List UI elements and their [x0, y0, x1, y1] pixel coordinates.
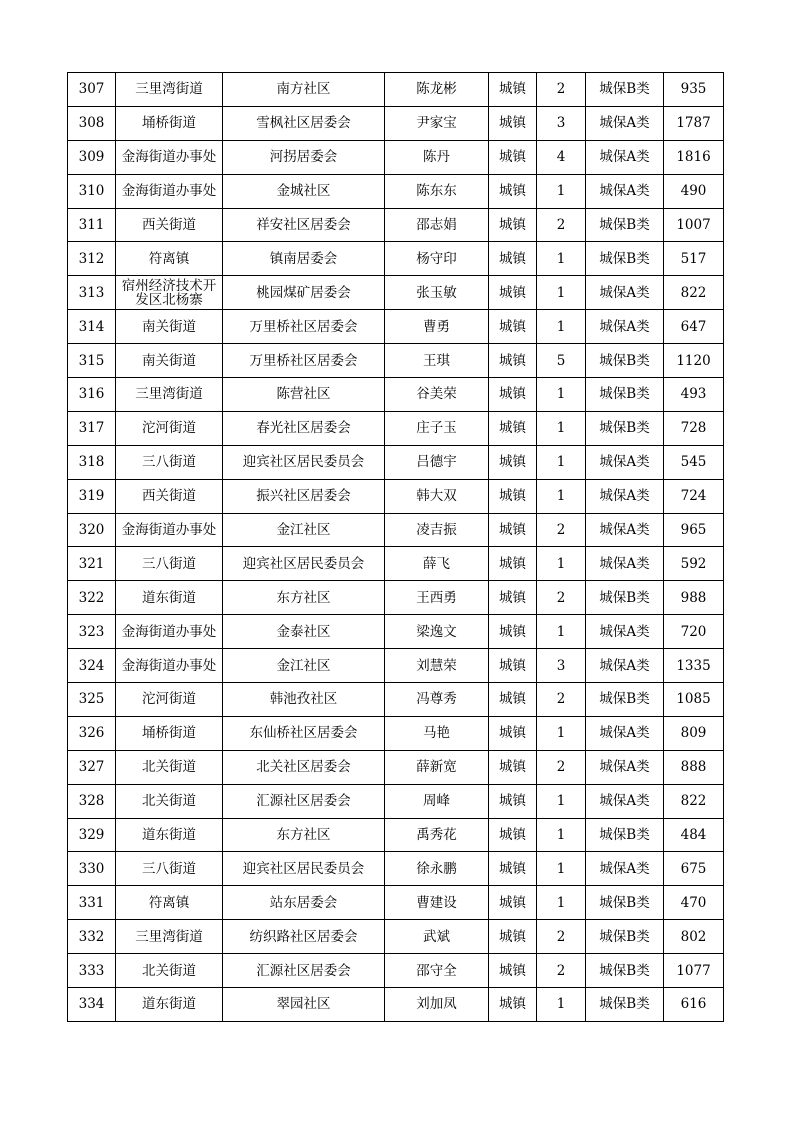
member-count-cell: 1 — [537, 988, 586, 1022]
table-body — [68, 73, 724, 1022]
table-row — [68, 581, 724, 615]
table-row — [68, 818, 724, 852]
street-cell: 道东街道 — [116, 988, 223, 1022]
category-cell: 城保A类 — [586, 106, 664, 140]
member-count-cell: 1 — [537, 174, 586, 208]
community-cell: 河拐居委会 — [223, 140, 385, 174]
category-cell: 城保B类 — [586, 954, 664, 988]
category-cell: 城保A类 — [586, 140, 664, 174]
street-cell: 埇桥街道 — [116, 106, 223, 140]
community-cell: 陈营社区 — [223, 378, 385, 412]
category-cell: 城保B类 — [586, 73, 664, 107]
person-name-cell: 杨守印 — [385, 242, 489, 276]
member-count-cell: 2 — [537, 920, 586, 954]
person-name-cell: 徐永鹏 — [385, 852, 489, 886]
member-count-cell: 1 — [537, 310, 586, 344]
community-cell: 迎宾社区居民委员会 — [223, 852, 385, 886]
community-cell: 雪枫社区居委会 — [223, 106, 385, 140]
street-cell: 符离镇 — [116, 886, 223, 920]
community-cell: 祥安社区居委会 — [223, 208, 385, 242]
community-cell: 镇南居委会 — [223, 242, 385, 276]
amount-cell: 517 — [664, 242, 724, 276]
person-name-cell: 武斌 — [385, 920, 489, 954]
household-type-cell: 城镇 — [489, 547, 537, 581]
community-cell: 金江社区 — [223, 513, 385, 547]
street-cell: 三里湾街道 — [116, 73, 223, 107]
amount-cell: 493 — [664, 378, 724, 412]
community-cell: 纺织路社区居委会 — [223, 920, 385, 954]
community-cell: 东仙桥社区居委会 — [223, 716, 385, 750]
table-row — [68, 513, 724, 547]
amount-cell: 545 — [664, 445, 724, 479]
table-row — [68, 140, 724, 174]
street-cell: 金海街道办事处 — [116, 615, 223, 649]
amount-cell: 484 — [664, 818, 724, 852]
household-type-cell: 城镇 — [489, 920, 537, 954]
household-type-cell: 城镇 — [489, 106, 537, 140]
category-cell: 城保B类 — [586, 581, 664, 615]
row-number-cell: 314 — [68, 310, 116, 344]
street-cell: 金海街道办事处 — [116, 174, 223, 208]
person-name-cell: 凌吉振 — [385, 513, 489, 547]
amount-cell: 1007 — [664, 208, 724, 242]
amount-cell: 675 — [664, 852, 724, 886]
member-count-cell: 3 — [537, 649, 586, 683]
member-count-cell: 1 — [537, 479, 586, 513]
street-cell: 金海街道办事处 — [116, 649, 223, 683]
amount-cell: 724 — [664, 479, 724, 513]
person-name-cell: 刘慧荣 — [385, 649, 489, 683]
community-cell: 振兴社区居委会 — [223, 479, 385, 513]
amount-cell: 592 — [664, 547, 724, 581]
household-type-cell: 城镇 — [489, 140, 537, 174]
household-type-cell: 城镇 — [489, 683, 537, 717]
table-row — [68, 784, 724, 818]
member-count-cell: 1 — [537, 615, 586, 649]
category-cell: 城保B类 — [586, 242, 664, 276]
person-name-cell: 曹建设 — [385, 886, 489, 920]
row-number-cell: 333 — [68, 954, 116, 988]
table-row — [68, 174, 724, 208]
category-cell: 城保A类 — [586, 479, 664, 513]
row-number-cell: 319 — [68, 479, 116, 513]
person-name-cell: 王西勇 — [385, 581, 489, 615]
row-number-cell: 313 — [68, 276, 116, 310]
category-cell: 城保B类 — [586, 920, 664, 954]
amount-cell: 1085 — [664, 683, 724, 717]
row-number-cell: 309 — [68, 140, 116, 174]
table-row — [68, 954, 724, 988]
household-type-cell: 城镇 — [489, 73, 537, 107]
table-row — [68, 615, 724, 649]
row-number-cell: 325 — [68, 683, 116, 717]
member-count-cell: 1 — [537, 242, 586, 276]
member-count-cell: 2 — [537, 750, 586, 784]
table-row — [68, 750, 724, 784]
household-type-cell: 城镇 — [489, 479, 537, 513]
community-cell: 东方社区 — [223, 581, 385, 615]
amount-cell: 720 — [664, 615, 724, 649]
community-cell: 南方社区 — [223, 73, 385, 107]
community-cell: 北关社区居委会 — [223, 750, 385, 784]
household-type-cell: 城镇 — [489, 411, 537, 445]
person-name-cell: 邵守全 — [385, 954, 489, 988]
person-name-cell: 薛新宽 — [385, 750, 489, 784]
household-type-cell: 城镇 — [489, 310, 537, 344]
person-name-cell: 薛飞 — [385, 547, 489, 581]
row-number-cell: 323 — [68, 615, 116, 649]
category-cell: 城保B类 — [586, 208, 664, 242]
table-row — [68, 208, 724, 242]
row-number-cell: 320 — [68, 513, 116, 547]
person-name-cell: 陈丹 — [385, 140, 489, 174]
person-name-cell: 禹秀花 — [385, 818, 489, 852]
community-cell: 东方社区 — [223, 818, 385, 852]
table-row — [68, 276, 724, 310]
member-count-cell: 2 — [537, 208, 586, 242]
amount-cell: 988 — [664, 581, 724, 615]
row-number-cell: 328 — [68, 784, 116, 818]
person-name-cell: 刘加凤 — [385, 988, 489, 1022]
table-row — [68, 886, 724, 920]
household-type-cell: 城镇 — [489, 344, 537, 378]
community-cell: 站东居委会 — [223, 886, 385, 920]
table-row — [68, 445, 724, 479]
household-type-cell: 城镇 — [489, 276, 537, 310]
row-number-cell: 334 — [68, 988, 116, 1022]
category-cell: 城保A类 — [586, 784, 664, 818]
household-type-cell: 城镇 — [489, 378, 537, 412]
row-number-cell: 324 — [68, 649, 116, 683]
amount-cell: 1787 — [664, 106, 724, 140]
community-cell: 金泰社区 — [223, 615, 385, 649]
amount-cell: 490 — [664, 174, 724, 208]
table-row — [68, 378, 724, 412]
street-cell: 三里湾街道 — [116, 378, 223, 412]
table-row — [68, 852, 724, 886]
member-count-cell: 1 — [537, 411, 586, 445]
street-cell: 沱河街道 — [116, 683, 223, 717]
category-cell: 城保A类 — [586, 716, 664, 750]
row-number-cell: 312 — [68, 242, 116, 276]
row-number-cell: 322 — [68, 581, 116, 615]
street-cell: 符离镇 — [116, 242, 223, 276]
street-cell: 北关街道 — [116, 784, 223, 818]
member-count-cell: 2 — [537, 683, 586, 717]
category-cell: 城保A类 — [586, 649, 664, 683]
row-number-cell: 326 — [68, 716, 116, 750]
table-row — [68, 73, 724, 107]
household-type-cell: 城镇 — [489, 208, 537, 242]
person-name-cell: 庄子玉 — [385, 411, 489, 445]
household-type-cell: 城镇 — [489, 716, 537, 750]
member-count-cell: 2 — [537, 954, 586, 988]
street-cell: 沱河街道 — [116, 411, 223, 445]
member-count-cell: 2 — [537, 581, 586, 615]
member-count-cell: 1 — [537, 276, 586, 310]
category-cell: 城保A类 — [586, 174, 664, 208]
street-cell: 三八街道 — [116, 445, 223, 479]
table-row — [68, 649, 724, 683]
row-number-cell: 315 — [68, 344, 116, 378]
member-count-cell: 1 — [537, 547, 586, 581]
member-count-cell: 1 — [537, 886, 586, 920]
community-cell: 迎宾社区居民委员会 — [223, 547, 385, 581]
street-cell: 道东街道 — [116, 818, 223, 852]
community-cell: 金江社区 — [223, 649, 385, 683]
community-cell: 春光社区居委会 — [223, 411, 385, 445]
table-row — [68, 411, 724, 445]
amount-cell: 888 — [664, 750, 724, 784]
street-cell: 三八街道 — [116, 852, 223, 886]
street-cell: 三里湾街道 — [116, 920, 223, 954]
category-cell: 城保A类 — [586, 547, 664, 581]
table-row — [68, 106, 724, 140]
street-cell: 三八街道 — [116, 547, 223, 581]
person-name-cell: 周峰 — [385, 784, 489, 818]
table-row — [68, 547, 724, 581]
row-number-cell: 318 — [68, 445, 116, 479]
row-number-cell: 308 — [68, 106, 116, 140]
person-name-cell: 韩大双 — [385, 479, 489, 513]
amount-cell: 965 — [664, 513, 724, 547]
member-count-cell: 5 — [537, 344, 586, 378]
category-cell: 城保B类 — [586, 378, 664, 412]
member-count-cell: 1 — [537, 378, 586, 412]
person-name-cell: 冯尊秀 — [385, 683, 489, 717]
street-cell: 宿州经济技术开发区北杨寨 — [116, 276, 223, 310]
table-row — [68, 310, 724, 344]
row-number-cell: 329 — [68, 818, 116, 852]
household-type-cell: 城镇 — [489, 581, 537, 615]
household-type-cell: 城镇 — [489, 954, 537, 988]
row-number-cell: 330 — [68, 852, 116, 886]
household-type-cell: 城镇 — [489, 242, 537, 276]
person-name-cell: 吕德宇 — [385, 445, 489, 479]
person-name-cell: 陈东东 — [385, 174, 489, 208]
person-name-cell: 马艳 — [385, 716, 489, 750]
street-cell: 北关街道 — [116, 750, 223, 784]
person-name-cell: 王琪 — [385, 344, 489, 378]
street-cell: 南关街道 — [116, 310, 223, 344]
row-number-cell: 331 — [68, 886, 116, 920]
person-name-cell: 曹勇 — [385, 310, 489, 344]
community-cell: 万里桥社区居委会 — [223, 310, 385, 344]
table-row — [68, 479, 724, 513]
household-type-cell: 城镇 — [489, 886, 537, 920]
street-cell: 西关街道 — [116, 479, 223, 513]
member-count-cell: 2 — [537, 73, 586, 107]
person-name-cell: 梁逸文 — [385, 615, 489, 649]
category-cell: 城保A类 — [586, 513, 664, 547]
household-type-cell: 城镇 — [489, 445, 537, 479]
member-count-cell: 1 — [537, 818, 586, 852]
category-cell: 城保A类 — [586, 750, 664, 784]
category-cell: 城保A类 — [586, 445, 664, 479]
person-name-cell: 谷美荣 — [385, 378, 489, 412]
beneficiary-table — [67, 72, 724, 1022]
household-type-cell: 城镇 — [489, 649, 537, 683]
street-cell: 道东街道 — [116, 581, 223, 615]
table-row — [68, 344, 724, 378]
household-type-cell: 城镇 — [489, 852, 537, 886]
community-cell: 翠园社区 — [223, 988, 385, 1022]
person-name-cell: 尹家宝 — [385, 106, 489, 140]
category-cell: 城保B类 — [586, 344, 664, 378]
table-row — [68, 988, 724, 1022]
member-count-cell: 1 — [537, 445, 586, 479]
row-number-cell: 321 — [68, 547, 116, 581]
household-type-cell: 城镇 — [489, 750, 537, 784]
member-count-cell: 1 — [537, 784, 586, 818]
amount-cell: 470 — [664, 886, 724, 920]
street-cell: 金海街道办事处 — [116, 140, 223, 174]
community-cell: 韩池孜社区 — [223, 683, 385, 717]
community-cell: 桃园煤矿居委会 — [223, 276, 385, 310]
person-name-cell: 张玉敏 — [385, 276, 489, 310]
amount-cell: 1816 — [664, 140, 724, 174]
table-row — [68, 716, 724, 750]
category-cell: 城保A类 — [586, 276, 664, 310]
table-row — [68, 242, 724, 276]
street-cell: 金海街道办事处 — [116, 513, 223, 547]
household-type-cell: 城镇 — [489, 513, 537, 547]
row-number-cell: 327 — [68, 750, 116, 784]
street-cell: 北关街道 — [116, 954, 223, 988]
category-cell: 城保B类 — [586, 411, 664, 445]
amount-cell: 647 — [664, 310, 724, 344]
household-type-cell: 城镇 — [489, 818, 537, 852]
household-type-cell: 城镇 — [489, 174, 537, 208]
household-type-cell: 城镇 — [489, 988, 537, 1022]
member-count-cell: 1 — [537, 716, 586, 750]
amount-cell: 822 — [664, 784, 724, 818]
row-number-cell: 332 — [68, 920, 116, 954]
amount-cell: 1077 — [664, 954, 724, 988]
member-count-cell: 2 — [537, 513, 586, 547]
amount-cell: 802 — [664, 920, 724, 954]
row-number-cell: 310 — [68, 174, 116, 208]
category-cell: 城保B类 — [586, 683, 664, 717]
household-type-cell: 城镇 — [489, 784, 537, 818]
amount-cell: 935 — [664, 73, 724, 107]
amount-cell: 616 — [664, 988, 724, 1022]
member-count-cell: 3 — [537, 106, 586, 140]
amount-cell: 809 — [664, 716, 724, 750]
row-number-cell: 311 — [68, 208, 116, 242]
category-cell: 城保A类 — [586, 615, 664, 649]
community-cell: 万里桥社区居委会 — [223, 344, 385, 378]
row-number-cell: 307 — [68, 73, 116, 107]
category-cell: 城保A类 — [586, 852, 664, 886]
person-name-cell: 陈龙彬 — [385, 73, 489, 107]
household-type-cell: 城镇 — [489, 615, 537, 649]
category-cell: 城保B类 — [586, 988, 664, 1022]
row-number-cell: 316 — [68, 378, 116, 412]
table-row — [68, 683, 724, 717]
row-number-cell: 317 — [68, 411, 116, 445]
amount-cell: 1120 — [664, 344, 724, 378]
member-count-cell: 4 — [537, 140, 586, 174]
category-cell: 城保B类 — [586, 886, 664, 920]
person-name-cell: 邵志娟 — [385, 208, 489, 242]
community-cell: 迎宾社区居民委员会 — [223, 445, 385, 479]
street-cell: 南关街道 — [116, 344, 223, 378]
table-row — [68, 920, 724, 954]
community-cell: 汇源社区居委会 — [223, 784, 385, 818]
community-cell: 汇源社区居委会 — [223, 954, 385, 988]
amount-cell: 822 — [664, 276, 724, 310]
category-cell: 城保B类 — [586, 818, 664, 852]
amount-cell: 1335 — [664, 649, 724, 683]
amount-cell: 728 — [664, 411, 724, 445]
street-cell: 埇桥街道 — [116, 716, 223, 750]
member-count-cell: 1 — [537, 852, 586, 886]
community-cell: 金城社区 — [223, 174, 385, 208]
category-cell: 城保A类 — [586, 310, 664, 344]
street-cell: 西关街道 — [116, 208, 223, 242]
